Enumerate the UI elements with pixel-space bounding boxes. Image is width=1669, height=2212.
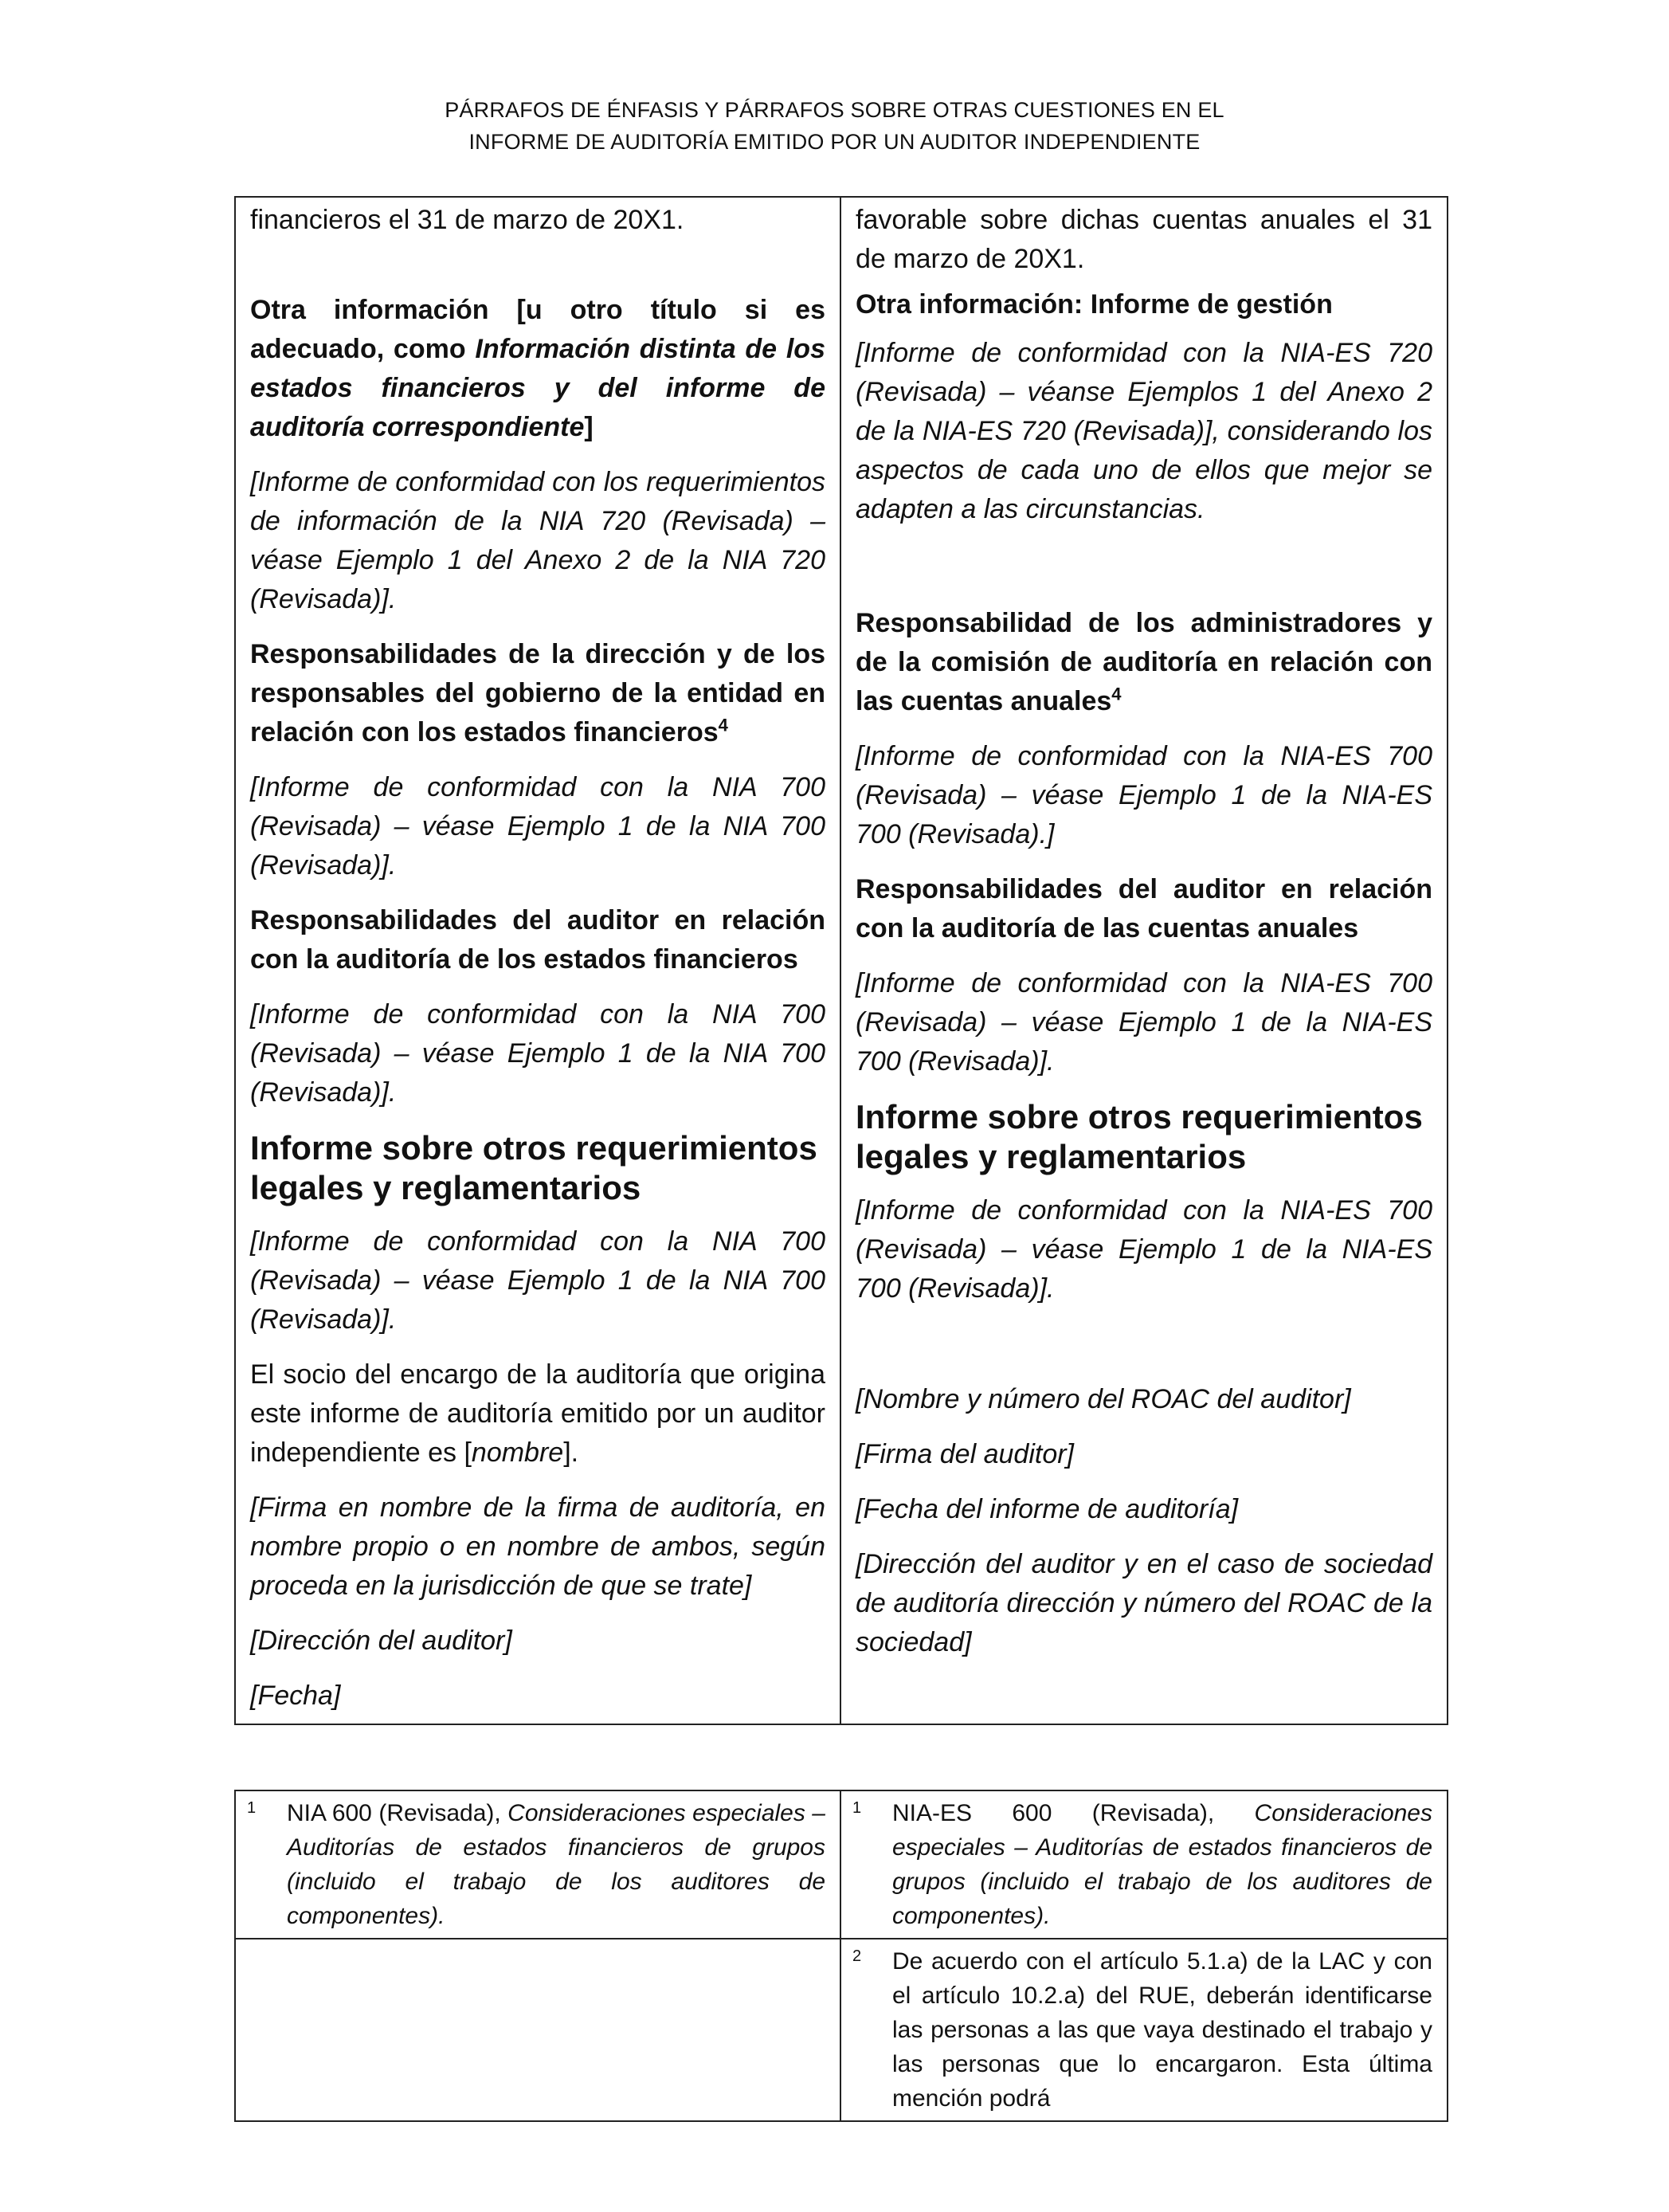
left-socio-text: El socio del encargo de la auditoría que origina este informe de auditoría emitido por un auditor independiente es [ <box>250 1359 825 1468</box>
left-intro-text: financieros el 31 de marzo de 20X1. <box>250 205 684 235</box>
left-direccion: [Dirección del auditor] <box>250 1626 512 1656</box>
footnote-text: De acuerdo con el artículo 5.1.a) de la LAC y con el artículo 10.2.a) del RUE, deberán identificarse las personas a las que vaya destinado el trabajo y las personas que lo encargaron. Esta última mención podrá <box>892 1948 1432 2112</box>
left-column-nia <box>235 197 840 1724</box>
right-column-nia-es <box>840 197 1448 1724</box>
left-resp-auditor-body: [Informe de conformidad con la NIA 700 (Revisada) – véase Ejemplo 1 de la NIA 700 (Revisada)]. <box>250 999 825 1108</box>
comparison-table <box>234 196 1448 1725</box>
footnote-left-1-ref: NIA 600 (Revisada), <box>287 1800 508 1826</box>
right-otra-informacion-heading: Otra información: Informe de gestión <box>856 289 1333 320</box>
footnote-number: 1 <box>852 1799 862 1817</box>
right-fecha: [Fecha del informe de auditoría] <box>856 1494 1239 1524</box>
left-resp-auditor-heading: Responsabilidades del auditor en relación con la auditoría de los estados financieros <box>250 905 825 975</box>
left-resp-direccion-body: [Informe de conformidad con la NIA 700 (Revisada) – véase Ejemplo 1 de la NIA 700 (Revisada)]. <box>250 772 825 880</box>
footnote-right-2 <box>840 1939 1448 2121</box>
footnote-right-1 <box>840 1790 1448 1939</box>
footnote-left-1-title: Consideraciones especiales – Auditorías de estados financieros de grupos (incluido el trabajo de los auditores de componentes). <box>287 1800 825 1929</box>
left-otros-requerimientos-heading: Informe sobre otros requerimientos legales y reglamentarios <box>250 1129 817 1206</box>
left-fecha: [Fecha] <box>250 1681 341 1711</box>
left-otra-heading-part-a: Otra información [u otro título si es adecuado, como <box>250 295 825 364</box>
right-firma: [Firma del auditor] <box>856 1439 1074 1469</box>
left-otra-informacion-body: [Informe de conformidad con los requerimientos de información de la NIA 720 (Revisada) – véase Ejemplo 1 del Anexo 2 de la NIA 720 (Revisada)]. <box>250 467 825 614</box>
footnote-left-2-empty <box>235 1939 840 2121</box>
header-line-1: PÁRRAFOS DE ÉNFASIS Y PÁRRAFOS SOBRE OTRAS CUESTIONES EN EL <box>445 98 1224 122</box>
comparison-row <box>235 197 1448 1724</box>
footnotes-table <box>234 1790 1448 2122</box>
right-direccion: [Dirección del auditor y en el caso de sociedad de auditoría dirección y número del ROAC de la sociedad] <box>856 1549 1432 1657</box>
right-resp-auditor-body: [Informe de conformidad con la NIA-ES 700 (Revisada) – véase Ejemplo 1 de la NIA-ES 700 (Revisada)]. <box>856 968 1432 1077</box>
left-otros-requerimientos-body: [Informe de conformidad con la NIA 700 (Revisada) – véase Ejemplo 1 de la NIA 700 (Revisada)]. <box>250 1226 825 1335</box>
left-socio-end: ]. <box>563 1437 579 1468</box>
right-nombre-roac: [Nombre y número del ROAC del auditor] <box>856 1384 1351 1414</box>
footnote-row-2 <box>235 1939 1448 2121</box>
right-otros-requerimientos-body: [Informe de conformidad con la NIA-ES 700 (Revisada) – véase Ejemplo 1 de la NIA-ES 700 (Revisada)]. <box>856 1195 1432 1304</box>
left-resp-direccion-text: Responsabilidades de la dirección y de los responsables del gobierno de la entidad en relación con los estados financieros <box>250 639 825 747</box>
page-header <box>0 94 1669 158</box>
right-resp-administradores-text: Responsabilidad de los administradores y de la comisión de auditoría en relación con las cuentas anuales <box>856 608 1432 716</box>
footnote-number: 1 <box>247 1799 257 1817</box>
right-intro-text: favorable sobre dichas cuentas anuales el 31 de marzo de 20X1. <box>856 205 1432 274</box>
footnote-right-1-title: Consideraciones especiales – Auditorías de estados financieros de grupos (incluido el trabajo de los auditores de componentes). <box>892 1800 1432 1929</box>
footnote-text <box>287 1796 825 1933</box>
left-otra-heading-part-b: Información distinta de los estados financieros y del informe de auditoría correspondiente <box>250 334 825 442</box>
footnote-row-1 <box>235 1790 1448 1939</box>
left-firma: [Firma en nombre de la firma de auditoría, en nombre propio o en nombre de ambos, según proceda en la jurisdicción de que se trate] <box>250 1492 825 1601</box>
footnote-text <box>892 1796 1432 1933</box>
header-line-2: INFORME DE AUDITORÍA EMITIDO POR UN AUDITOR INDEPENDIENTE <box>468 130 1201 154</box>
footnote-ref-4: 4 <box>718 715 728 735</box>
footnote-number: 2 <box>852 1947 862 1965</box>
right-resp-administradores-heading <box>856 604 1432 721</box>
left-socio-nombre: nombre <box>471 1437 564 1468</box>
footnote-ref-4-right: 4 <box>1111 684 1122 704</box>
left-otra-informacion-heading <box>250 291 825 447</box>
right-resp-administradores-body: [Informe de conformidad con la NIA-ES 700 (Revisada) – véase Ejemplo 1 de la NIA-ES 700 (Revisada).] <box>856 741 1432 849</box>
right-otra-informacion-body: [Informe de conformidad con la NIA-ES 720 (Revisada) – véanse Ejemplos 1 del Anexo 2 de la NIA-ES 720 (Revisada)], considerando los aspectos de cada uno de ellos que mejor se adapten a las circunstancias. <box>856 338 1432 524</box>
right-otros-requerimientos-heading: Informe sobre otros requerimientos legales y reglamentarios <box>856 1098 1423 1175</box>
right-resp-auditor-heading: Responsabilidades del auditor en relación con la auditoría de las cuentas anuales <box>856 874 1432 943</box>
footnote-right-1-ref: NIA-ES 600 (Revisada), <box>892 1800 1255 1826</box>
footnote-left-1 <box>235 1790 840 1939</box>
left-socio-paragraph <box>250 1355 825 1473</box>
left-resp-direccion-heading <box>250 635 825 752</box>
left-otra-heading-part-c: ] <box>584 412 594 442</box>
